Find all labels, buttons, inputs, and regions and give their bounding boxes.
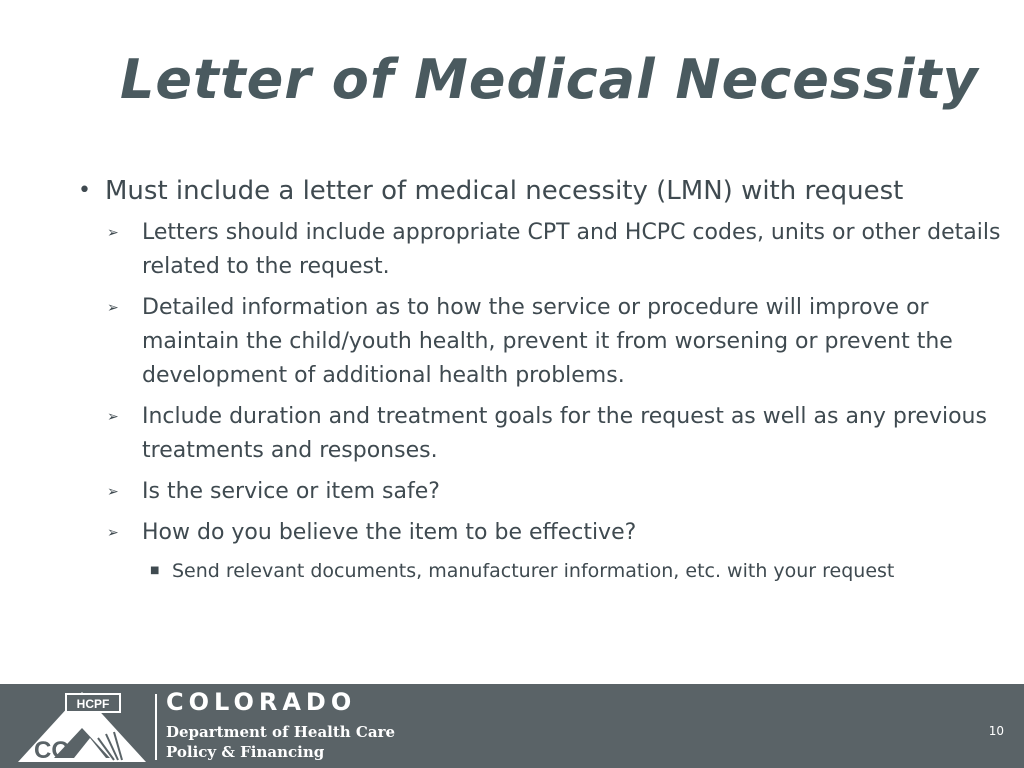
hcpf-colorado-logo <box>14 688 154 766</box>
main-bullet-text: Must include a letter of medical necessity (LMN) with request <box>105 176 904 206</box>
bullet-dot-icon: • <box>78 178 91 203</box>
sub-bullet <box>107 475 1018 509</box>
sub-bullet-text: Is the service or item safe? <box>142 479 440 504</box>
main-bullet <box>78 174 1018 208</box>
arrow-bullet-icon: ➢ <box>107 484 119 500</box>
slide-title: Letter of Medical Necessity <box>120 48 979 111</box>
slide-content <box>78 174 1018 585</box>
footer-bar <box>0 684 1024 768</box>
logo-badge-text: HCPF <box>76 697 110 711</box>
sub-bullet <box>107 516 1018 550</box>
org-department-name <box>166 722 395 762</box>
arrow-bullet-icon: ➢ <box>107 225 119 241</box>
sub-bullet <box>107 216 1018 284</box>
sub-bullet-text: Detailed information as to how the service or procedure will improve or maintain the child/youth health, prevent it from worsening or prevent the development of additional health problems. <box>142 295 953 388</box>
sub-bullet <box>107 400 1018 468</box>
sub-bullet <box>107 291 1018 393</box>
sub-bullet-text: Include duration and treatment goals for the request as well as any previous treatments and responses. <box>142 404 987 463</box>
sub-sub-bullet <box>150 557 1018 585</box>
sub-sub-bullet-text: Send relevant documents, manufacturer information, etc. with your request <box>172 560 895 582</box>
page-number: 10 <box>988 724 1004 738</box>
org-department-line1: Department of Health Care <box>166 723 396 741</box>
sub-bullet-text: Letters should include appropriate CPT and HCPC codes, units or other details related to the request. <box>142 220 1001 279</box>
org-department-line2: Policy & Financing <box>166 743 325 761</box>
org-state-name: COLORADO <box>166 688 357 716</box>
footer-divider <box>155 694 157 760</box>
arrow-bullet-icon: ➢ <box>107 525 119 541</box>
arrow-bullet-icon: ➢ <box>107 409 119 425</box>
logo-state-text: CO <box>34 737 70 764</box>
square-bullet-icon: ■ <box>150 565 160 576</box>
arrow-bullet-icon: ➢ <box>107 300 119 316</box>
sub-bullet-text: How do you believe the item to be effective? <box>142 520 637 545</box>
